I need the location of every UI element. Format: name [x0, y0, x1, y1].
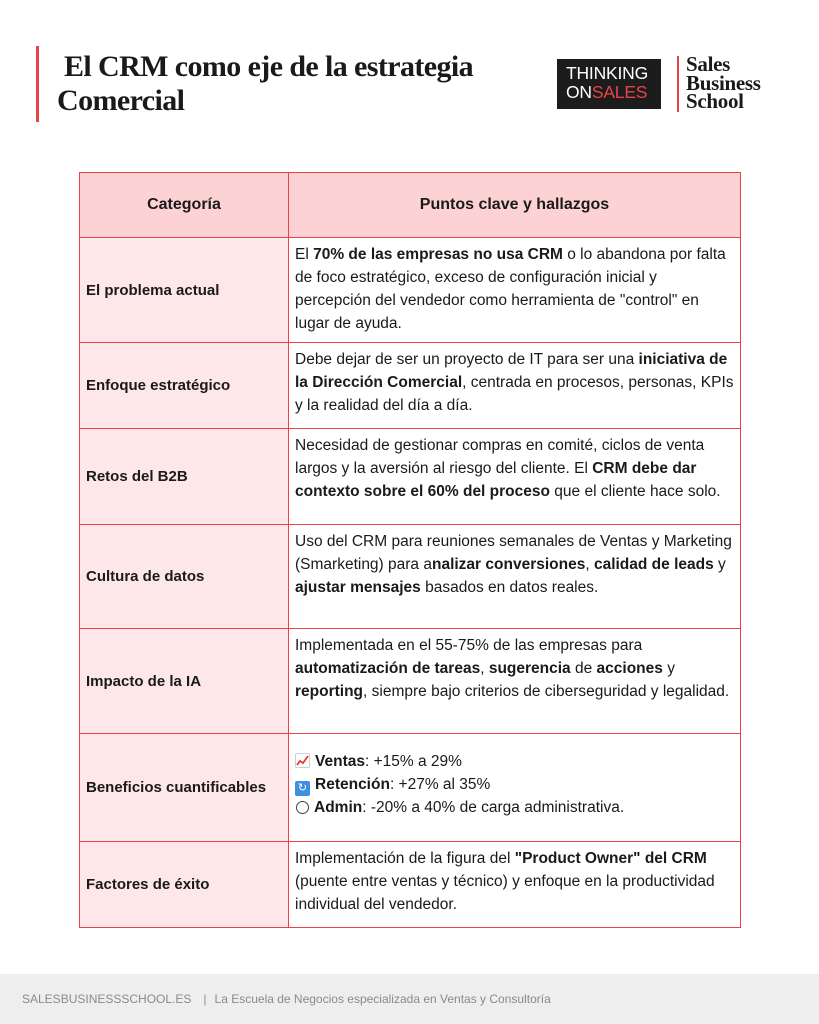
highlight-text: automatización de tareas: [295, 660, 481, 677]
highlight-text: acciones: [596, 660, 663, 677]
body-text: Implementada en el 55-75% de las empresas para: [295, 637, 643, 654]
category-cell: Retos del B2B: [80, 429, 289, 525]
findings-cell: [289, 734, 741, 842]
findings-cell: [289, 842, 741, 928]
logo-sbs-line-3: School: [686, 89, 744, 113]
footer-site-link[interactable]: SALESBUSINESSSCHOOL.ES: [22, 992, 192, 1006]
category-cell: Cultura de datos: [80, 525, 289, 629]
category-cell: Impacto de la IA: [80, 629, 289, 734]
body-text: de: [570, 660, 597, 677]
category-cell: Enfoque estratégico: [80, 343, 289, 429]
highlight-text: 70% de las empresas no usa CRM: [313, 246, 563, 263]
title-accent-bar: [36, 46, 39, 122]
body-text: (puente entre ventas y técnico) y enfoque en la productividad individual del vendedor.: [295, 873, 715, 913]
benefit-item: [295, 796, 734, 819]
body-text: Implementación de la figura del: [295, 850, 515, 867]
logo-sbs-line-1: Sales: [686, 52, 731, 76]
body-text: Debe dejar de ser un proyecto de IT para ser una: [295, 351, 639, 368]
findings-cell: [289, 525, 741, 629]
page-title-line-2: Comercial: [57, 84, 185, 117]
category-cell: Factores de éxito: [80, 842, 289, 928]
page-title-line-1: El CRM como eje de la estrategia: [64, 50, 473, 83]
logo-sales-word: SALES: [591, 82, 648, 102]
footer-tagline: La Escuela de Negocios especializada en Ventas y Consultoría: [214, 992, 551, 1006]
highlight-text: nalizar conversiones: [431, 556, 586, 573]
body-text: , centrada en procesos, personas, KPIs y la realidad del día a día.: [295, 374, 734, 414]
logo-sbs-line-2: Business: [686, 70, 761, 95]
page-title: [57, 50, 473, 118]
benefit-item: [295, 773, 734, 796]
table-row: [80, 629, 741, 734]
body-text: El: [295, 246, 314, 263]
footer: [0, 974, 819, 1024]
highlight-text: sugerencia: [488, 660, 571, 677]
body-text: y: [713, 556, 726, 573]
sales-business-school-logo: [686, 52, 761, 113]
recycle-arrows-icon: ↻: [295, 781, 310, 796]
body-text: basados en datos reales.: [420, 579, 599, 596]
column-header-findings: Puntos clave y hallazgos: [289, 173, 741, 238]
table-row: [80, 842, 741, 928]
benefit-label: Admin: [314, 799, 363, 816]
chart-increasing-icon: [295, 753, 310, 768]
body-text: Necesidad de gestionar compras en comité, ciclos de venta largos y la aversión al riesgo del cliente. El: [295, 437, 705, 477]
body-text: y: [662, 660, 675, 677]
highlight-text: iniciativa de la Dirección Comercial: [295, 351, 728, 391]
findings-cell: [289, 429, 741, 525]
highlight-text: ajustar mensajes: [295, 579, 421, 596]
body-text: ,: [585, 556, 594, 573]
footer-separator: |: [203, 992, 207, 1006]
category-cell: El problema actual: [80, 238, 289, 343]
table-header-row: [80, 173, 741, 238]
findings-cell: [289, 343, 741, 429]
findings-table: [79, 172, 741, 928]
highlight-text: calidad de leads: [593, 556, 714, 573]
benefit-label: Retención: [315, 776, 390, 793]
logo-on-word: ON: [566, 82, 592, 102]
logo-thinking-word: THINKING: [566, 63, 649, 83]
logo-divider: [677, 56, 679, 112]
body-text: , siempre bajo criterios de ciberseguridad y legalidad.: [363, 683, 730, 700]
highlight-text: "Product Owner" del CRM: [514, 850, 707, 867]
benefit-value: : +15% a 29%: [364, 753, 462, 770]
logo-on-sales-word: [566, 83, 661, 102]
table-row: [80, 343, 741, 429]
body-text: o lo abandona por falta de foco estratégico, exceso de configuración inicial y percepción del vendedor como herramienta de "control" en lugar de ayuda.: [295, 246, 726, 332]
benefit-item: [295, 750, 734, 773]
timer-icon: [296, 801, 309, 814]
table-body: [80, 238, 741, 928]
findings-cell: [289, 629, 741, 734]
column-header-category: Categoría: [80, 173, 289, 238]
thinking-on-sales-logo: [557, 59, 661, 109]
benefit-value: : -20% a 40% de carga administrativa.: [362, 799, 625, 816]
category-cell: Beneficios cuantificables: [80, 734, 289, 842]
table-row: [80, 429, 741, 525]
table-row: [80, 525, 741, 629]
findings-cell: [289, 238, 741, 343]
highlight-text: reporting: [295, 683, 364, 700]
table-row: [80, 734, 741, 842]
highlight-text: CRM debe dar contexto sobre el 60% del proceso: [295, 460, 697, 500]
body-text: que el cliente hace solo.: [549, 483, 721, 500]
benefit-value: : +27% al 35%: [389, 776, 491, 793]
body-text: Uso del CRM para reuniones semanales de Ventas y Marketing (Smarketing) para a: [295, 533, 732, 573]
benefit-label: Ventas: [315, 753, 365, 770]
table-row: [80, 238, 741, 343]
body-text: ,: [480, 660, 489, 677]
